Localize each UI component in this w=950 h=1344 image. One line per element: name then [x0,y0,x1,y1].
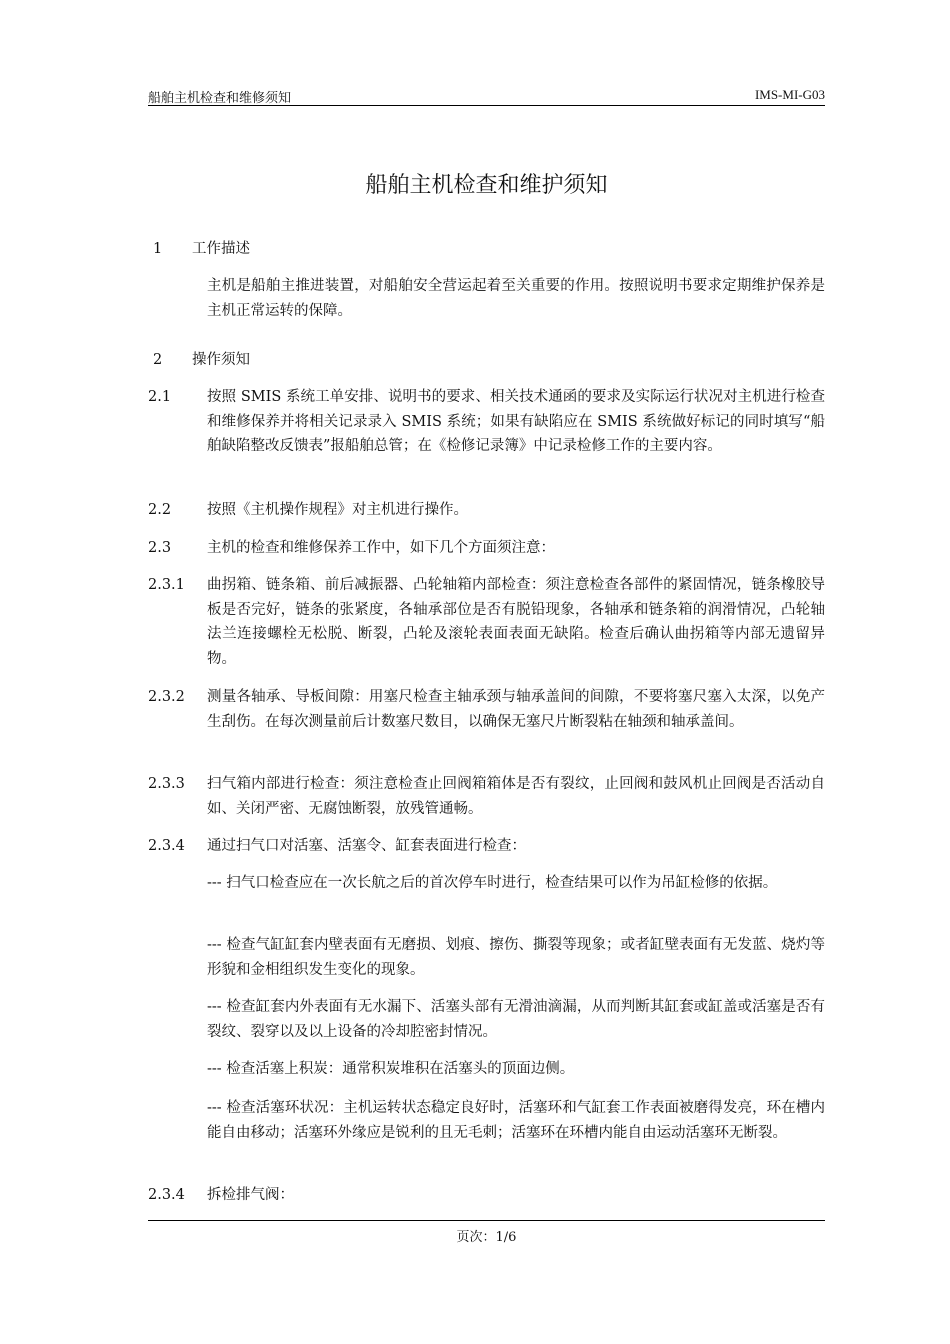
clause-2-3-3-text: 扫气箱内部进行检查：须注意检查止回阀箱箱体是否有裂纹，止回阀和鼓风机止回阀是否活动自如、关闭严密、无腐蚀断裂，放残管通畅。 [207,776,825,817]
clause-2-1-number: 2.1 [148,389,172,405]
clause-2-2-text: 按照《主机操作规程》对主机进行操作。 [207,502,468,518]
bullet-1-text: --- 扫气口检查应在一次长航之后的首次停车时进行，检查结果可以作为吊缸检修的依据。 [207,875,778,891]
bullet-3-text: --- 检查缸套内外表面有无水漏下、活塞头部有无滑油滴漏，从而判断其缸套或缸盖或活塞是否有裂纹、裂穿以及以上设备的冷却腔密封情况。 [207,999,825,1040]
footer-divider [148,1220,825,1221]
clause-2-2-number: 2.2 [148,502,172,518]
bullet-5-text: --- 检查活塞环状况：主机运转状态稳定良好时，活塞环和气缸套工作表面被磨得发亮，环在槽内能自由移动；活塞环外缘应是锐利的且无毛刺；活塞环在环槽内能自由运动活塞环无断裂。 [207,1100,825,1141]
page-number: 页次：1/6 [456,1230,517,1245]
header-divider [148,105,825,106]
header-left: 船舶主机检查和维修须知 [148,91,292,106]
clause-2-3-1-text: 曲拐箱、链条箱、前后减振器、凸轮轴箱内部检查：须注意检查各部件的紧固情况，链条橡胶导板是否完好，链条的张紧度，各轴承部位是否有脱铅现象，各轴承和链条箱的润滑情况，凸轮轴法兰连接螺栓无松脱、断裂，凸轮及滚轮表面表面无缺陷。检查后确认曲拐箱等内部无遗留异物。 [207,577,825,667]
page-title: 船舶主机检查和维护须知 [365,173,608,198]
section-1-body-text: 主机是船舶主推进装置，对船舶安全营运起着至关重要的作用。按照说明书要求定期维护保养是主机正常运转的保障。 [207,278,825,319]
clause-2-3-4-text: 通过扫气口对活塞、活塞令、缸套表面进行检查： [207,838,526,854]
clause-2-3-4-b-number: 2.3.4 [148,1187,185,1203]
clause-2-3-text: 主机的检查和维修保养工作中，如下几个方面须注意： [207,540,555,556]
clause-2-3-4-number: 2.3.4 [148,838,185,854]
clause-2-3-1-number: 2.3.1 [148,577,185,593]
bullet-2-text: --- 检查气缸缸套内壁表面有无磨损、划痕、擦伤、撕裂等现象；或者缸壁表面有无发蓝、烧灼等形貌和金相组织发生变化的现象。 [207,937,825,978]
header-right: IMS-MI-G03 [754,87,825,102]
section-2-heading: 操作须知 [192,352,250,368]
section-1-heading: 工作描述 [192,241,250,257]
section-2-number: 2 [153,352,163,368]
bullet-4-text: --- 检查活塞上积炭：通常积炭堆积在活塞头的顶面边侧。 [207,1061,575,1077]
clause-2-1-text: 按照 SMIS 系统工单安排、说明书的要求、相关技术通函的要求及实际运行状况对主机进行检查和维修保养并将相关记录录入 SMIS 系统；如果有缺陷应在 SMIS 系统做好标记的同时填写“船舶缺陷整改反馈表”报船舶总管；在《检修记录簿》中记录检修工作的主要内容。 [207,389,825,454]
clause-2-3-2-text: 测量各轴承、导板间隙：用塞尺检查主轴承颈与轴承盖间的间隙，不要将塞尺塞入太深，以免产生刮伤。在每次测量前后计数塞尺数目，以确保无塞尺片断裂粘在轴颈和轴承盖间。 [207,689,825,730]
section-1-number: 1 [153,241,163,257]
clause-2-3-4-b-text: 拆检排气阀： [207,1187,294,1203]
clause-2-3-2-number: 2.3.2 [148,689,185,705]
clause-2-3-number: 2.3 [148,540,172,556]
clause-2-3-3-number: 2.3.3 [148,776,185,792]
